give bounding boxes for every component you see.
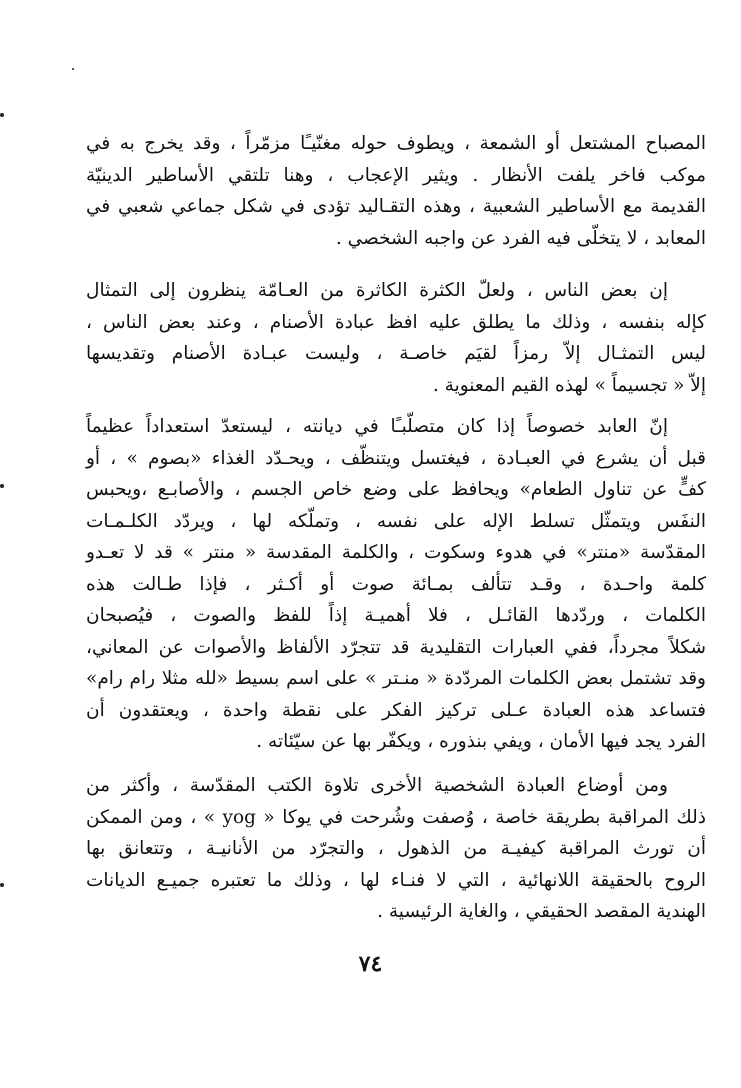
left-margin-mark-middle — [0, 484, 4, 488]
left-margin-mark-bottom — [0, 883, 4, 887]
paragraph-line: الفرد يجد فيها الأمان ، ويفي بنذوره ، ويكفّر بها عن سيّئاته . — [256, 731, 706, 752]
paragraph-line: كإله بنفسه ، وذلك ما يطلق عليه افظ عبادة الأصنام ، وعند بعض الناس ، — [86, 311, 706, 333]
paragraph-line: أن تورث المراقبة كيفيـة من الذهول ، والتجرّد من الأنانيـة ، وتتعانق بها — [86, 838, 706, 859]
paragraph-line: المصباح المشتعل أو الشمعة ، ويطوف حوله مغنّيـًا مزمّراً ، وقد يخرج به في — [86, 133, 706, 154]
paragraph-line: إن بعض الناس ، ولعلّ الكثرة الكاثرة من العـامّة ينظرون إلى التمثال — [86, 280, 668, 301]
paragraph-line: ذلك المراقبة بطريقة خاصة ، وُصفت وشُرحت في يوكا « yog » ، ومن الممكن — [86, 806, 706, 828]
paragraph-3 — [86, 411, 706, 758]
paragraph-line: شكلاً مجرداً، ففي العبارات التقليدية قد تتجرّد الألفاظ والأصوات عن المعاني، — [86, 636, 706, 658]
paragraph-line: إنّ العابد خصوصاً إذا كان متصلّبـًا في ديانته ، ليستعدّ استعداداً عظيماً — [86, 416, 668, 437]
paragraph-line: الكلمات ، وردّدها القائـل ، فلا أهميـة إذاً للفظ والصوت ، فيُصبحان — [86, 605, 706, 626]
paragraph-line: الهندية المقصد الحقيقي ، والغاية الرئيسية . — [377, 901, 706, 922]
paragraph-4 — [86, 770, 706, 928]
paragraph-line: ليس التمثـال إلاّ رمزاً لقيَم خاصـة ، وليست عبـادة الأصنام وتقديسها — [86, 343, 706, 364]
paragraph-line: كفٍّ عن تناول الطعام» ويحافظ على وضع خاص الجسم ، والأصابـع ،ويحبس — [86, 479, 706, 500]
paragraph-line: النفَس ويتمثّل تسلط الإله على نفسه ، وتملّكه لها ، ويردّد الكلـمـات — [86, 510, 706, 532]
paragraph-line: وقد تشتمل بعض الكلمات المردّدة « منـتر » على اسم بسيط «لله مثلا رام رام» — [86, 668, 706, 689]
paragraph-1 — [86, 128, 706, 254]
left-margin-mark-top — [0, 113, 4, 117]
paragraph-line: المقدّسة «منتر» في هدوء وسكوت ، والكلمة المقدسة « منتر » قد لا تعـدو — [86, 542, 706, 563]
paragraph-line: قبل أن يشرع في العبـادة ، فيغتسل ويتنظّف ، ويحـدّد الغذاء «بصوم » ، أو — [86, 447, 706, 469]
paragraph-line: الروح بالحقيقة اللانهائية ، التي لا فنـاء لها ، وذلك ما تعتبره جميـع الديانات — [86, 869, 706, 891]
paragraph-line: ومن أوضاع العبادة الشخصية الأخرى تلاوة الكتب المقدّسة ، وأكثر من — [86, 775, 668, 796]
paragraph-line: إلاّ « تجسيماً » لهذه القيم المعنوية . — [432, 374, 706, 396]
paragraph-line: القديمة مع الأساطير الشعبية ، وهذه التقـاليد تؤدى في شكل جماعي شعبي في — [86, 196, 706, 217]
paragraph-line: موكب فاخر يلفت الأنظار . ويثير الإعجاب ، وهنا تلتقي الأساطير الدينيّة — [86, 164, 706, 186]
paragraph-line: كلمة واحـدة ، وقـد تتألف بمـائة صوت أو أكـثر ، فإذا طـالت هذه — [86, 573, 706, 595]
paragraph-line: فتساعد هذه العبادة عـلى تركيز الفكر على نقطة واحدة ، ويعتقدون أن — [86, 699, 706, 721]
paragraph-2 — [86, 275, 706, 401]
page-number: ٧٤ — [358, 951, 383, 977]
scan-speck — [72, 68, 74, 70]
paragraph-line: المعابد ، لا يتخلّى فيه الفرد عن واجبه الشخصي . — [335, 227, 706, 249]
